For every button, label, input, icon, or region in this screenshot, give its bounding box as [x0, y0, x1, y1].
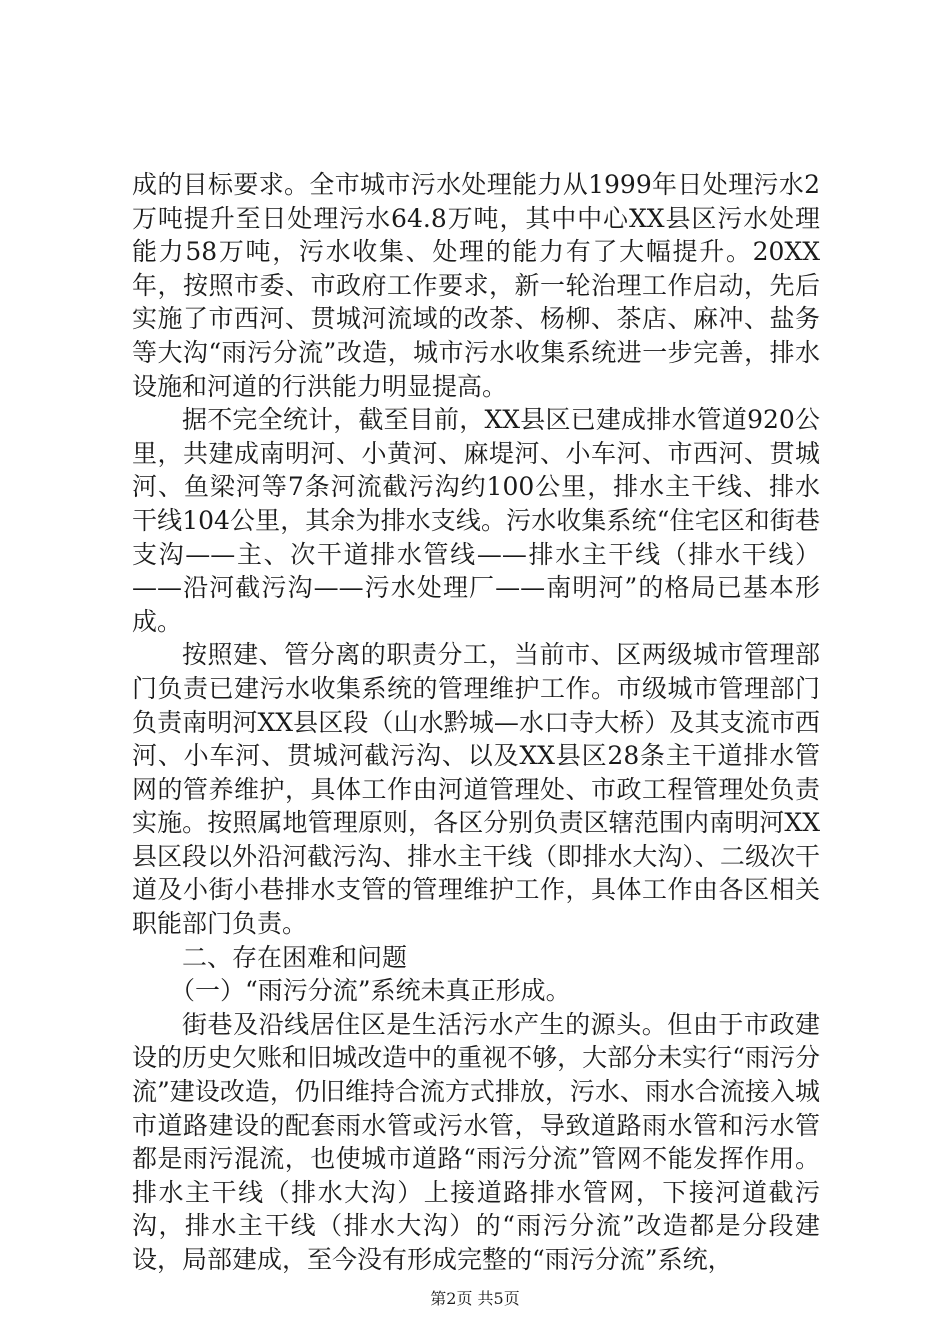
section-heading: 二、存在困难和问题	[182, 942, 408, 972]
paragraph-management: 按照建、管分离的职责分工，当前市、区两级城市管理部门负责已建污水收集系统的管理维护工作。市级城市管理部门负责南明河XX县区段（山水黔城—水口寺大桥）及其支流市西河、小车河、贯城河截污沟、以及XX县区28条主干道排水管网的管养维护，具体工作由河道管理处、市政工程管理处负责实施。按照属地管理原则，各区分别负责区辖范围内南明河XX县区段以外沿河截污沟、排水主干线（即排水大沟）、二级次干道及小街小巷排水支管的管理维护工作，具体工作由各区相关职能部门负责。	[132, 640, 820, 939]
subsection-heading: （一）“雨污分流”系统未真正形成。	[170, 976, 571, 1006]
paragraph-problem: 街巷及沿线居住区是生活污水产生的源头。但由于市政建设的历史欠账和旧城改造中的重视不够，大部分未实行“雨污分流”建设改造，仍旧维持合流方式排放，污水、雨水合流接入城市道路建设的配套雨水管或污水管，导致道路雨水管和污水管都是雨污混流，也使城市道路“雨污分流”管网不能发挥作用。排水主干线（排水大沟）上接道路排水管网，下接河道截污沟，排水主干线（排水大沟）的“雨污分流”改造都是分段建设，局部建成，至今没有形成完整的“雨污分流”系统，	[132, 1009, 820, 1274]
page-number-footer: 第2页 共5页	[430, 1289, 520, 1308]
paragraph-statistics: 据不完全统计，截至目前，XX县区已建成排水管道920公里，共建成南明河、小黄河、麻堤河、小车河、市西河、贯城河、鱼梁河等7条河流截污沟约100公里，排水主干线、排水干线104公里，其余为排水支线。污水收集系统“住宅区和街巷支沟——主、次干道排水管线——排水主干线（排水干线）——沿河截污沟——污水处理厂——南明河”的格局已基本形成。	[132, 405, 820, 636]
document-body	[132, 168, 820, 1277]
paragraph-continuation: 成的目标要求。全市城市污水处理能力从1999年日处理污水2万吨提升至日处理污水64.8万吨，其中中心XX县区污水处理能力58万吨，污水收集、处理的能力有了大幅提升。20XX年，按照市委、市政府工作要求，新一轮治理工作启动，先后实施了市西河、贯城河流域的改茶、杨柳、茶店、麻冲、盐务等大沟“雨污分流”改造，城市污水收集系统进一步完善，排水设施和河道的行洪能力明显提高。	[132, 170, 820, 401]
